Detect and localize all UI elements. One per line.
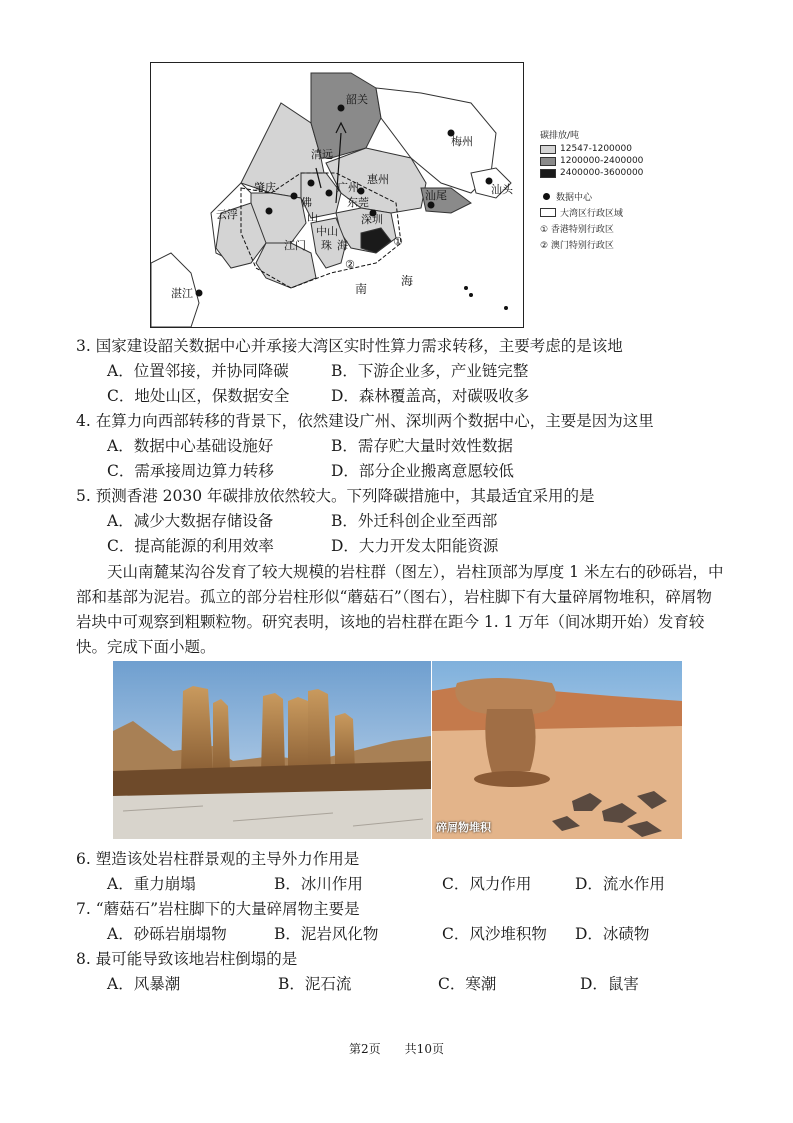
sea-label-1: 南 (355, 282, 368, 296)
legend-data-center (540, 190, 592, 202)
legend-bay-area (540, 206, 623, 218)
q8-option-c: C．寒潮 (438, 975, 497, 993)
rock-pillar-group-illustration (113, 661, 431, 839)
q3-stem: 3. 国家建设韶关数据中心并承接大湾区实时性算力需求转移，主要考虑的是该地 (76, 337, 623, 355)
mushroom-rock-illustration (432, 661, 682, 839)
label-shanwei: 汕尾 (425, 189, 447, 202)
legend-swatch-1 (540, 145, 556, 154)
label-qingyuan: 清远 (311, 148, 333, 161)
q4-option-d: D．部分企业搬离意愿较低 (331, 462, 514, 480)
label-meizhou: 梅州 (451, 135, 473, 148)
legend-data-center-label: 数据中心 (556, 192, 593, 203)
legend-item-1 (540, 143, 632, 155)
q5-option-c: C．提高能源的利用效率 (107, 537, 274, 555)
label-zhuhai-2: 海 (337, 239, 348, 252)
label-shaoguan: 韶关 (346, 93, 368, 106)
q5-option-a: A．减少大数据存储设备 (107, 512, 274, 530)
q3-option-d: D．森林覆盖高，对碳吸收多 (331, 387, 530, 405)
q6-option-c: C．风力作用 (442, 875, 532, 893)
q5-option-d: D．大力开发太阳能资源 (331, 537, 499, 555)
legend-bay-area-label: 大湾区行政区域 (560, 208, 624, 219)
rock-pillar-group-photo (113, 661, 431, 839)
legend-hk: ① 香港特别行政区 (540, 224, 614, 235)
passage-text: 天山南麓某沟谷发育了较大规模的岩柱群（图左），岩柱顶部为厚度 1 米左右的砂砾岩，中部和基部为泥岩。孤立的部分岩柱形似“蘑菇石”（图右），岩柱脚下有大量碎屑物堆积，碎屑物岩块中可观察到粗颗粒物。研究表明，该地的岩柱群在距今 1. 1 万年（间冰期开始）发育较快。完成下面小题。 (76, 563, 724, 656)
legend-title: 碳排放/吨 (540, 130, 580, 141)
q8-option-d: D．鼠害 (580, 975, 639, 993)
legend-swatch-2 (540, 157, 556, 166)
page-footer: 第2页 共10页 (349, 1042, 444, 1056)
q8-stem: 8. 最可能导致该地岩柱倒塌的是 (76, 950, 298, 968)
label-huizhou: 惠州 (367, 173, 389, 186)
q6-option-a: A．重力崩塌 (107, 875, 196, 893)
legend-bay-area-swatch (540, 208, 556, 217)
label-jiangmen: 江门 (284, 239, 306, 252)
q6-option-d: D．流水作用 (575, 875, 665, 893)
legend-label-3: 2400000-3600000 (560, 168, 644, 178)
label-mo-marker: ② (345, 258, 355, 271)
legend-mo: ② 澳门特别行政区 (540, 240, 614, 251)
q5-stem: 5. 预测香港 2030 年碳排放依然较大。下列降碳措施中，其最适宜采用的是 (76, 487, 595, 505)
label-hk-marker: ① (393, 235, 403, 248)
q4-stem: 4. 在算力向西部转移的背景下，依然建设广州、深圳两个数据中心，主要是因为这里 (76, 412, 654, 430)
q3-option-b: B．下游企业多，产业链完整 (331, 362, 529, 380)
q8-option-b: B．泥石流 (278, 975, 352, 993)
q4-option-c: C．需承接周边算力转移 (107, 462, 274, 480)
label-foshan: 佛 (301, 196, 312, 209)
q4-option-b: B．需存贮大量时效性数据 (331, 437, 513, 455)
label-yunfu: 云浮 (216, 208, 238, 221)
map-legend (540, 128, 660, 258)
legend-item-2 (540, 155, 643, 167)
legend-label-1: 12547-1200000 (560, 144, 632, 154)
label-guangzhou: 广州 (337, 181, 359, 194)
label-foshan-2: 山 (307, 211, 318, 224)
label-zhuhai: 珠 (321, 239, 332, 252)
label-dongguan: 东莞 (347, 196, 369, 209)
label-zhongshan: 中山 (316, 225, 338, 238)
q7-option-c: C．风沙堆积物 (442, 925, 547, 943)
q7-option-b: B．泥岩风化物 (274, 925, 379, 943)
legend-swatch-3 (540, 169, 556, 178)
label-shenzhen: 深圳 (361, 213, 383, 226)
q8-option-a: A．风暴潮 (107, 975, 181, 993)
legend-label-2: 1200000-2400000 (560, 156, 644, 166)
q3-option-a: A．位置邻接，并协同降碳 (107, 362, 289, 380)
data-center-dot-icon (543, 193, 550, 200)
q5-option-b: B．外迁科创企业至西部 (331, 512, 498, 530)
label-zhanjiang: 湛江 (171, 287, 193, 300)
legend-item-3 (540, 167, 643, 179)
q6-option-b: B．冰川作用 (274, 875, 363, 893)
q6-stem: 6. 塑造该处岩柱群景观的主导外力作用是 (76, 850, 360, 868)
q3-option-c: C．地处山区，保数据安全 (107, 387, 290, 405)
carbon-emission-map (150, 62, 524, 328)
photo-caption-debris: 碎屑物堆积 (436, 821, 491, 834)
q7-stem: 7. “蘑菇石”岩柱脚下的大量碎屑物主要是 (76, 900, 360, 918)
label-zhaoqing: 肇庆 (254, 181, 276, 194)
label-shantou: 汕头 (491, 183, 513, 196)
sea-label-2: 海 (401, 274, 414, 288)
q4-option-a: A．数据中心基础设施好 (107, 437, 274, 455)
map-svg (151, 63, 523, 327)
q7-option-d: D．冰碛物 (575, 925, 650, 943)
q7-option-a: A．砂砾岩崩塌物 (107, 925, 227, 943)
mushroom-rock-photo (432, 661, 682, 839)
region-shaoguan (311, 73, 381, 158)
